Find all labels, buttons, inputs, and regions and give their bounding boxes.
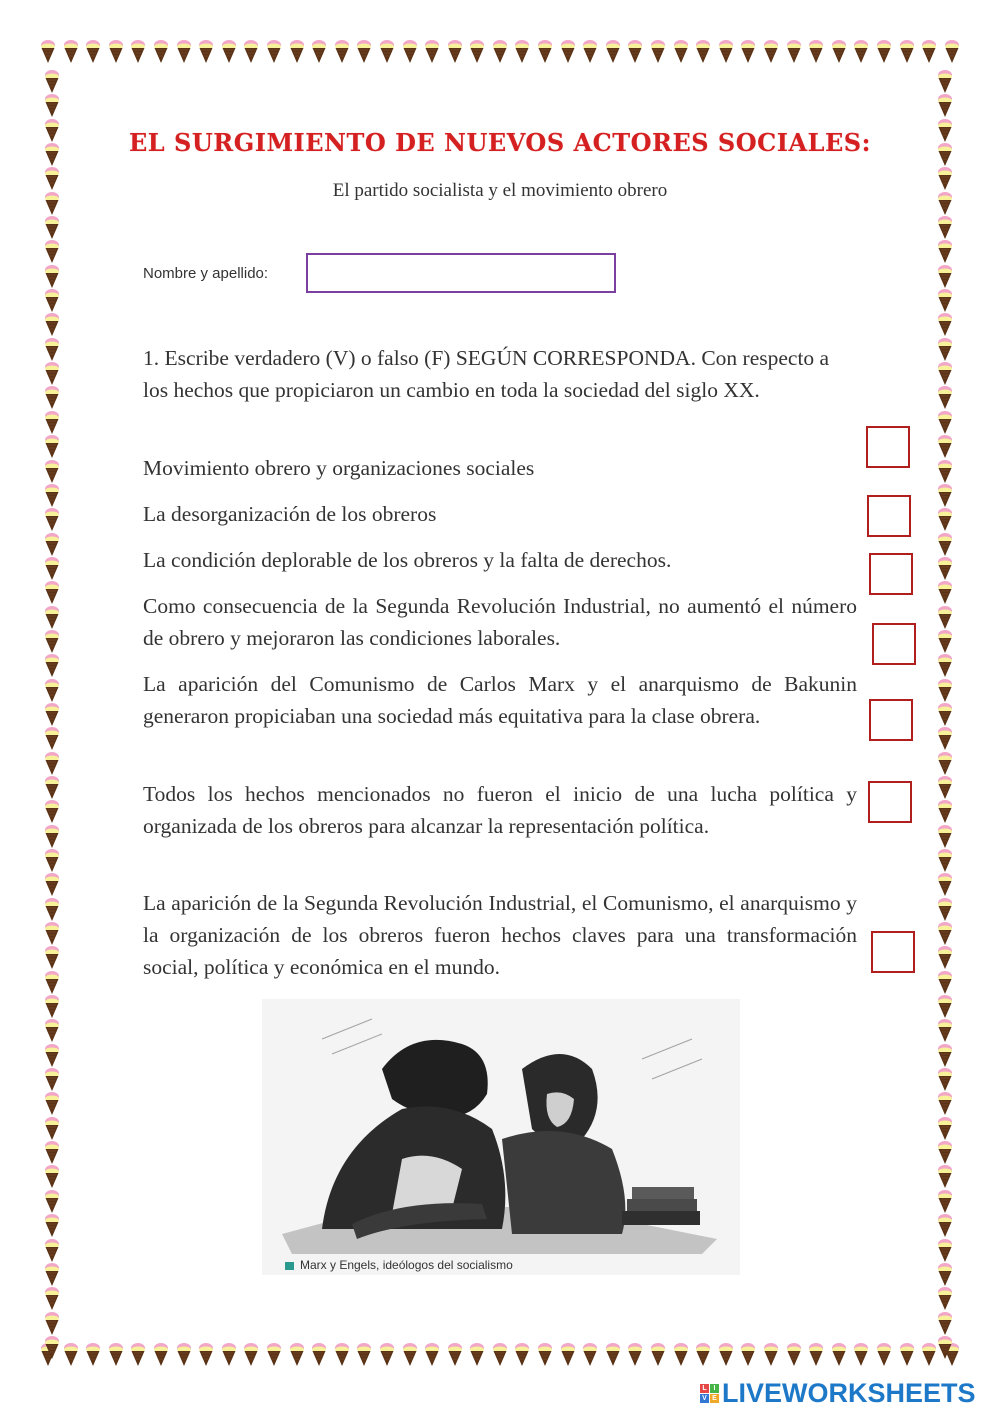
ice-cream-cone-icon xyxy=(266,1343,282,1367)
ice-cream-cone-icon xyxy=(44,971,60,995)
ice-cream-cone-icon xyxy=(44,776,60,800)
answer-box-7[interactable] xyxy=(871,931,915,973)
ice-cream-cone-icon xyxy=(786,40,802,64)
ice-cream-cone-icon xyxy=(937,679,953,703)
ice-cream-cone-icon xyxy=(44,289,60,313)
ice-cream-cone-icon xyxy=(108,40,124,64)
statement-1: Movimiento obrero y organizaciones sociales xyxy=(143,456,535,480)
ice-cream-cone-icon xyxy=(44,435,60,459)
ice-cream-cone-icon xyxy=(937,654,953,678)
ice-cream-cone-icon xyxy=(937,216,953,240)
ice-cream-cone-icon xyxy=(937,386,953,410)
ice-cream-cone-icon xyxy=(937,557,953,581)
ice-cream-cone-icon xyxy=(740,40,756,64)
ice-cream-cone-icon xyxy=(44,679,60,703)
ice-cream-cone-icon xyxy=(469,40,485,64)
ice-cream-cone-icon xyxy=(695,40,711,64)
ice-cream-cone-icon xyxy=(44,508,60,532)
ice-cream-cone-icon xyxy=(937,1092,953,1116)
ice-cream-cone-icon xyxy=(44,606,60,630)
ice-cream-cone-icon xyxy=(937,1019,953,1043)
liveworksheets-brand[interactable] xyxy=(700,1378,976,1409)
ice-cream-cone-icon xyxy=(937,971,953,995)
decorative-border-bottom xyxy=(40,1343,960,1373)
ice-cream-cone-icon xyxy=(44,484,60,508)
ice-cream-cone-icon xyxy=(311,40,327,64)
ice-cream-cone-icon xyxy=(176,1343,192,1367)
ice-cream-cone-icon xyxy=(808,1343,824,1367)
ice-cream-cone-icon xyxy=(937,1141,953,1165)
ice-cream-cone-icon xyxy=(937,313,953,337)
ice-cream-cone-icon xyxy=(492,40,508,64)
ice-cream-cone-icon xyxy=(356,1343,372,1367)
statement-7: La aparición de la Segunda Revolución Industrial, el Comunismo, el anarquismo y la organización de los obreros fueron hechos claves para una transformación social, política y económica en el mundo. xyxy=(143,891,857,979)
ice-cream-cone-icon xyxy=(44,1092,60,1116)
ice-cream-cone-icon xyxy=(937,1336,953,1360)
ice-cream-cone-icon xyxy=(937,411,953,435)
ice-cream-cone-icon xyxy=(937,1239,953,1263)
ice-cream-cone-icon xyxy=(876,1343,892,1367)
ice-cream-cone-icon xyxy=(424,40,440,64)
ice-cream-cone-icon xyxy=(379,40,395,64)
statement-6: Todos los hechos mencionados no fueron el inicio de una lucha política y organizada de los obreros para alcanzar la representación política. xyxy=(143,782,857,838)
ice-cream-cone-icon xyxy=(937,508,953,532)
ice-cream-cone-icon xyxy=(560,40,576,64)
ice-cream-cone-icon xyxy=(937,776,953,800)
ice-cream-cone-icon xyxy=(937,94,953,118)
ice-cream-cone-icon xyxy=(356,40,372,64)
ice-cream-cone-icon xyxy=(514,40,530,64)
ice-cream-cone-icon xyxy=(108,1343,124,1367)
answer-box-1[interactable] xyxy=(866,426,910,468)
ice-cream-cone-icon xyxy=(937,1214,953,1238)
ice-cream-cone-icon xyxy=(221,40,237,64)
ice-cream-cone-icon xyxy=(334,40,350,64)
ice-cream-cone-icon xyxy=(937,1190,953,1214)
ice-cream-cone-icon xyxy=(289,1343,305,1367)
ice-cream-cone-icon xyxy=(937,362,953,386)
ice-cream-cone-icon xyxy=(937,630,953,654)
ice-cream-cone-icon xyxy=(937,946,953,970)
ice-cream-cone-icon xyxy=(44,1044,60,1068)
ice-cream-cone-icon xyxy=(937,265,953,289)
caption-marker xyxy=(285,1262,294,1270)
name-label: Nombre y apellido: xyxy=(143,265,269,282)
name-input[interactable] xyxy=(306,253,616,293)
engraving-sketch xyxy=(262,999,740,1275)
ice-cream-cone-icon xyxy=(695,1343,711,1367)
ice-cream-cone-icon xyxy=(44,995,60,1019)
ice-cream-cone-icon xyxy=(44,1165,60,1189)
ice-cream-cone-icon xyxy=(740,1343,756,1367)
ice-cream-cone-icon xyxy=(44,1312,60,1336)
ice-cream-cone-icon xyxy=(44,922,60,946)
ice-cream-cone-icon xyxy=(44,703,60,727)
ice-cream-cone-icon xyxy=(944,40,960,64)
ice-cream-cone-icon xyxy=(44,873,60,897)
ice-cream-cone-icon xyxy=(937,484,953,508)
ice-cream-cone-icon xyxy=(424,1343,440,1367)
ice-cream-cone-icon xyxy=(243,1343,259,1367)
ice-cream-cone-icon xyxy=(176,40,192,64)
ice-cream-cone-icon xyxy=(808,40,824,64)
ice-cream-cone-icon xyxy=(899,40,915,64)
ice-cream-cone-icon xyxy=(44,1239,60,1263)
ice-cream-cone-icon xyxy=(243,40,259,64)
ice-cream-cone-icon xyxy=(763,1343,779,1367)
ice-cream-cone-icon xyxy=(44,1287,60,1311)
ice-cream-cone-icon xyxy=(44,727,60,751)
ice-cream-cone-icon xyxy=(63,1343,79,1367)
ice-cream-cone-icon xyxy=(44,557,60,581)
ice-cream-cone-icon xyxy=(937,873,953,897)
ice-cream-cone-icon xyxy=(44,1214,60,1238)
ice-cream-cone-icon xyxy=(44,1019,60,1043)
ice-cream-cone-icon xyxy=(153,1343,169,1367)
ice-cream-cone-icon xyxy=(763,40,779,64)
ice-cream-cone-icon xyxy=(44,849,60,873)
ice-cream-cone-icon xyxy=(44,898,60,922)
answer-box-6[interactable] xyxy=(868,781,912,823)
ice-cream-cone-icon xyxy=(937,995,953,1019)
ice-cream-cone-icon xyxy=(492,1343,508,1367)
ice-cream-cone-icon xyxy=(937,1117,953,1141)
ice-cream-cone-icon xyxy=(937,533,953,557)
ice-cream-cone-icon xyxy=(937,898,953,922)
ice-cream-cone-icon xyxy=(937,1263,953,1287)
ice-cream-cone-icon xyxy=(937,70,953,94)
ice-cream-cone-icon xyxy=(582,1343,598,1367)
ice-cream-cone-icon xyxy=(44,654,60,678)
ice-cream-cone-icon xyxy=(63,40,79,64)
ice-cream-cone-icon xyxy=(44,265,60,289)
ice-cream-cone-icon xyxy=(560,1343,576,1367)
ice-cream-cone-icon xyxy=(311,1343,327,1367)
ice-cream-cone-icon xyxy=(786,1343,802,1367)
ice-cream-cone-icon xyxy=(937,922,953,946)
ice-cream-cone-icon xyxy=(831,1343,847,1367)
ice-cream-cone-icon xyxy=(44,946,60,970)
ice-cream-cone-icon xyxy=(937,435,953,459)
statement-4: Como consecuencia de la Segunda Revolución Industrial, no aumentó el número de obrero y mejoraron las condiciones laborales. xyxy=(143,594,857,650)
answer-box-5[interactable] xyxy=(869,699,913,741)
ice-cream-cone-icon xyxy=(899,1343,915,1367)
ice-cream-cone-icon xyxy=(198,40,214,64)
ice-cream-cone-icon xyxy=(130,40,146,64)
ice-cream-cone-icon xyxy=(44,1190,60,1214)
ice-cream-cone-icon xyxy=(937,849,953,873)
answer-box-2[interactable] xyxy=(867,495,911,537)
ice-cream-cone-icon xyxy=(44,70,60,94)
ice-cream-cone-icon xyxy=(221,1343,237,1367)
ice-cream-cone-icon xyxy=(853,1343,869,1367)
ice-cream-cone-icon xyxy=(44,1141,60,1165)
ice-cream-cone-icon xyxy=(85,40,101,64)
ice-cream-cone-icon xyxy=(266,40,282,64)
ice-cream-cone-icon xyxy=(334,1343,350,1367)
ice-cream-cone-icon xyxy=(876,40,892,64)
ice-cream-cone-icon xyxy=(402,1343,418,1367)
ice-cream-cone-icon xyxy=(44,800,60,824)
ice-cream-cone-icon xyxy=(673,40,689,64)
ice-cream-cone-icon xyxy=(40,40,56,64)
ice-cream-cone-icon xyxy=(198,1343,214,1367)
figure-caption: Marx y Engels, ideólogos del socialismo xyxy=(285,1258,513,1272)
ice-cream-cone-icon xyxy=(44,338,60,362)
ice-cream-cone-icon xyxy=(582,40,598,64)
ice-cream-cone-icon xyxy=(44,240,60,264)
ice-cream-cone-icon xyxy=(44,1336,60,1360)
decorative-border-right xyxy=(933,70,957,1360)
ice-cream-cone-icon xyxy=(937,1068,953,1092)
ice-cream-cone-icon xyxy=(937,240,953,264)
question-prompt: 1. Escribe verdadero (V) o falso (F) SEGÚN CORRESPONDA. Con respecto a los hechos que propiciaron un cambio en toda la sociedad del siglo XX. xyxy=(143,346,830,402)
ice-cream-cone-icon xyxy=(537,40,553,64)
ice-cream-cone-icon xyxy=(44,411,60,435)
ice-cream-cone-icon xyxy=(447,1343,463,1367)
ice-cream-cone-icon xyxy=(44,630,60,654)
ice-cream-cone-icon xyxy=(514,1343,530,1367)
ice-cream-cone-icon xyxy=(627,1343,643,1367)
ice-cream-cone-icon xyxy=(937,703,953,727)
statement-5: La aparición del Comunismo de Carlos Marx y el anarquismo de Bakunin generaron propiciaban una sociedad más equitativa para la clase obrera. xyxy=(143,672,857,728)
ice-cream-cone-icon xyxy=(44,1068,60,1092)
ice-cream-cone-icon xyxy=(605,1343,621,1367)
ice-cream-cone-icon xyxy=(44,1263,60,1287)
answer-box-4[interactable] xyxy=(872,623,916,665)
ice-cream-cone-icon xyxy=(44,94,60,118)
ice-cream-cone-icon xyxy=(537,1343,553,1367)
ice-cream-cone-icon xyxy=(44,313,60,337)
statement-3: La condición deplorable de los obreros y la falta de derechos. xyxy=(143,548,672,572)
ice-cream-cone-icon xyxy=(937,289,953,313)
ice-cream-cone-icon xyxy=(627,40,643,64)
statement-2: La desorganización de los obreros xyxy=(143,502,437,526)
ice-cream-cone-icon xyxy=(44,216,60,240)
answer-box-3[interactable] xyxy=(869,553,913,595)
ice-cream-cone-icon xyxy=(937,1312,953,1336)
ice-cream-cone-icon xyxy=(937,460,953,484)
ice-cream-cone-icon xyxy=(718,1343,734,1367)
ice-cream-cone-icon xyxy=(831,40,847,64)
ice-cream-cone-icon xyxy=(921,40,937,64)
ice-cream-cone-icon xyxy=(44,581,60,605)
ice-cream-cone-icon xyxy=(937,338,953,362)
ice-cream-cone-icon xyxy=(447,40,463,64)
ice-cream-cone-icon xyxy=(289,40,305,64)
liveworksheets-logo-icon: L I V E xyxy=(700,1384,719,1403)
worksheet-subtitle: El partido socialista y el movimiento obrero xyxy=(332,180,668,201)
ice-cream-cone-icon xyxy=(44,362,60,386)
marx-engels-illustration xyxy=(262,999,740,1275)
worksheet-title: EL SURGIMIENTO DE NUEVOS ACTORES SOCIALES: xyxy=(129,128,871,157)
ice-cream-cone-icon xyxy=(44,460,60,484)
ice-cream-cone-icon xyxy=(44,752,60,776)
ice-cream-cone-icon xyxy=(650,1343,666,1367)
ice-cream-cone-icon xyxy=(402,40,418,64)
ice-cream-cone-icon xyxy=(650,40,666,64)
ice-cream-cone-icon xyxy=(44,533,60,557)
ice-cream-cone-icon xyxy=(937,752,953,776)
ice-cream-cone-icon xyxy=(44,825,60,849)
ice-cream-cone-icon xyxy=(44,386,60,410)
ice-cream-cone-icon xyxy=(937,825,953,849)
ice-cream-cone-icon xyxy=(673,1343,689,1367)
decorative-border-left xyxy=(40,70,64,1360)
ice-cream-cone-icon xyxy=(937,1287,953,1311)
ice-cream-cone-icon xyxy=(44,1117,60,1141)
ice-cream-cone-icon xyxy=(130,1343,146,1367)
ice-cream-cone-icon xyxy=(469,1343,485,1367)
ice-cream-cone-icon xyxy=(937,1044,953,1068)
ice-cream-cone-icon xyxy=(937,606,953,630)
ice-cream-cone-icon xyxy=(718,40,734,64)
ice-cream-cone-icon xyxy=(605,40,621,64)
decorative-border-top xyxy=(40,40,960,70)
ice-cream-cone-icon xyxy=(937,800,953,824)
ice-cream-cone-icon xyxy=(85,1343,101,1367)
ice-cream-cone-icon xyxy=(937,727,953,751)
ice-cream-cone-icon xyxy=(379,1343,395,1367)
ice-cream-cone-icon xyxy=(853,40,869,64)
ice-cream-cone-icon xyxy=(937,581,953,605)
brand-name: LIVEWORKSHEETS xyxy=(722,1378,976,1408)
ice-cream-cone-icon xyxy=(937,1165,953,1189)
ice-cream-cone-icon xyxy=(153,40,169,64)
